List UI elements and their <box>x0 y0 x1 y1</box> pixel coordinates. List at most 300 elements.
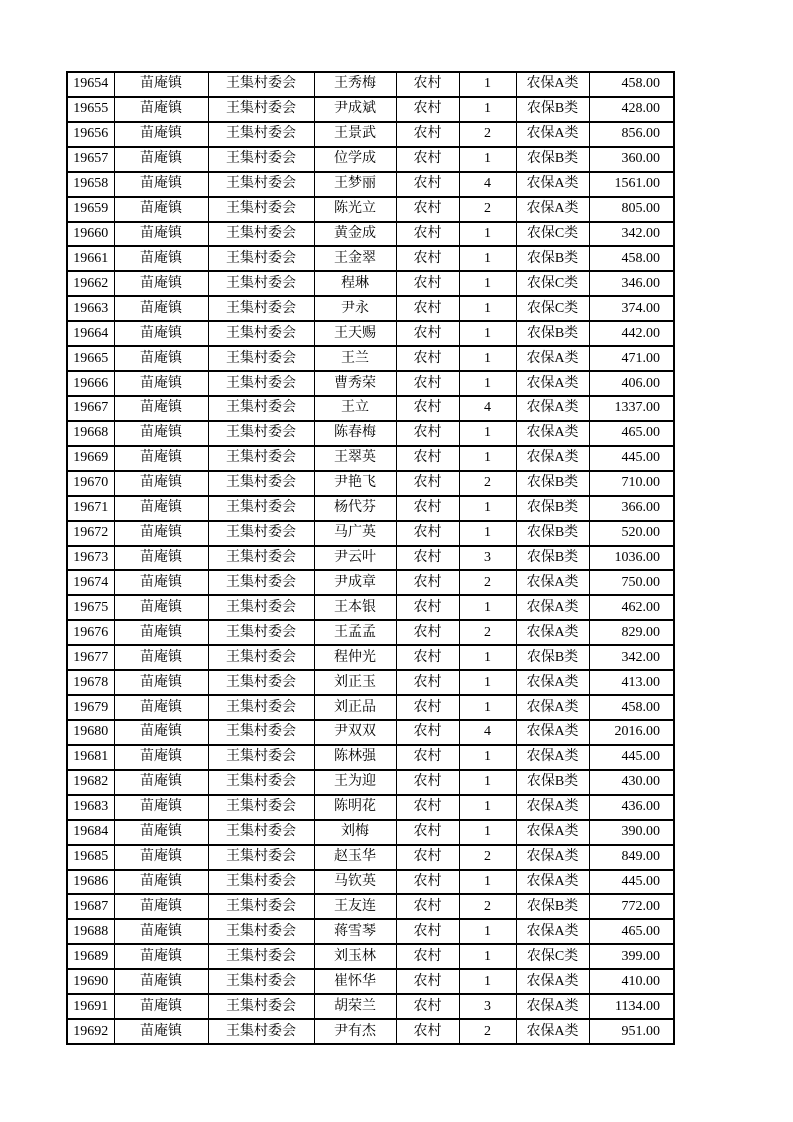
table-row <box>67 919 674 944</box>
cell-serial-number: 19681 <box>67 745 114 770</box>
cell-town: 苗庵镇 <box>114 296 208 321</box>
cell-village-committee: 王集村委会 <box>208 421 314 446</box>
cell-town: 苗庵镇 <box>114 446 208 471</box>
cell-residence-type: 农村 <box>396 246 459 271</box>
cell-amount: 445.00 <box>589 870 674 895</box>
cell-person-name: 尹有杰 <box>314 1019 396 1044</box>
cell-person-name: 刘玉林 <box>314 944 396 969</box>
cell-person-count: 1 <box>459 346 516 371</box>
cell-amount: 772.00 <box>589 894 674 919</box>
cell-insurance-category: 农保B类 <box>516 246 589 271</box>
cell-village-committee: 王集村委会 <box>208 546 314 571</box>
cell-person-count: 1 <box>459 870 516 895</box>
cell-person-name: 王本银 <box>314 595 396 620</box>
cell-serial-number: 19654 <box>67 72 114 97</box>
cell-person-count: 1 <box>459 745 516 770</box>
cell-serial-number: 19669 <box>67 446 114 471</box>
table-row <box>67 446 674 471</box>
cell-person-name: 崔怀华 <box>314 969 396 994</box>
cell-amount: 951.00 <box>589 1019 674 1044</box>
cell-residence-type: 农村 <box>396 795 459 820</box>
cell-insurance-category: 农保B类 <box>516 496 589 521</box>
cell-insurance-category: 农保B类 <box>516 521 589 546</box>
cell-residence-type: 农村 <box>396 994 459 1019</box>
cell-residence-type: 农村 <box>396 894 459 919</box>
cell-residence-type: 农村 <box>396 546 459 571</box>
cell-residence-type: 农村 <box>396 969 459 994</box>
table-row <box>67 471 674 496</box>
cell-residence-type: 农村 <box>396 745 459 770</box>
table-body <box>67 72 674 1044</box>
cell-insurance-category: 农保A类 <box>516 122 589 147</box>
cell-insurance-category: 农保A类 <box>516 446 589 471</box>
cell-person-name: 尹永 <box>314 296 396 321</box>
cell-person-count: 1 <box>459 296 516 321</box>
cell-amount: 458.00 <box>589 72 674 97</box>
cell-person-name: 刘梅 <box>314 820 396 845</box>
cell-person-name: 尹成章 <box>314 570 396 595</box>
table-row <box>67 969 674 994</box>
cell-village-committee: 王集村委会 <box>208 820 314 845</box>
cell-serial-number: 19655 <box>67 97 114 122</box>
cell-serial-number: 19670 <box>67 471 114 496</box>
cell-amount: 2016.00 <box>589 720 674 745</box>
cell-town: 苗庵镇 <box>114 147 208 172</box>
cell-town: 苗庵镇 <box>114 122 208 147</box>
cell-residence-type: 农村 <box>396 396 459 421</box>
table-row <box>67 620 674 645</box>
cell-town: 苗庵镇 <box>114 670 208 695</box>
cell-insurance-category: 农保B类 <box>516 321 589 346</box>
cell-insurance-category: 农保A类 <box>516 845 589 870</box>
cell-insurance-category: 农保C类 <box>516 271 589 296</box>
cell-person-count: 1 <box>459 496 516 521</box>
cell-person-name: 蒋雪琴 <box>314 919 396 944</box>
cell-village-committee: 王集村委会 <box>208 246 314 271</box>
cell-serial-number: 19665 <box>67 346 114 371</box>
cell-person-name: 陈光立 <box>314 197 396 222</box>
cell-person-count: 1 <box>459 271 516 296</box>
cell-person-count: 1 <box>459 371 516 396</box>
cell-serial-number: 19656 <box>67 122 114 147</box>
cell-person-count: 2 <box>459 197 516 222</box>
cell-person-name: 王梦丽 <box>314 172 396 197</box>
cell-person-count: 1 <box>459 246 516 271</box>
cell-village-committee: 王集村委会 <box>208 894 314 919</box>
cell-amount: 856.00 <box>589 122 674 147</box>
cell-person-name: 位学成 <box>314 147 396 172</box>
cell-amount: 346.00 <box>589 271 674 296</box>
cell-serial-number: 19679 <box>67 695 114 720</box>
cell-town: 苗庵镇 <box>114 944 208 969</box>
table-row <box>67 670 674 695</box>
cell-serial-number: 19683 <box>67 795 114 820</box>
cell-insurance-category: 农保A类 <box>516 346 589 371</box>
cell-amount: 399.00 <box>589 944 674 969</box>
cell-person-count: 4 <box>459 172 516 197</box>
cell-village-committee: 王集村委会 <box>208 321 314 346</box>
table-row <box>67 745 674 770</box>
cell-town: 苗庵镇 <box>114 695 208 720</box>
cell-town: 苗庵镇 <box>114 745 208 770</box>
cell-town: 苗庵镇 <box>114 795 208 820</box>
cell-residence-type: 农村 <box>396 122 459 147</box>
cell-village-committee: 王集村委会 <box>208 670 314 695</box>
cell-town: 苗庵镇 <box>114 894 208 919</box>
cell-insurance-category: 农保B类 <box>516 147 589 172</box>
cell-person-name: 程仲光 <box>314 645 396 670</box>
cell-residence-type: 农村 <box>396 271 459 296</box>
cell-person-count: 1 <box>459 321 516 346</box>
cell-residence-type: 农村 <box>396 944 459 969</box>
cell-village-committee: 王集村委会 <box>208 770 314 795</box>
table-row <box>67 894 674 919</box>
cell-amount: 342.00 <box>589 645 674 670</box>
cell-serial-number: 19667 <box>67 396 114 421</box>
cell-person-name: 王友连 <box>314 894 396 919</box>
cell-person-count: 3 <box>459 546 516 571</box>
cell-village-committee: 王集村委会 <box>208 745 314 770</box>
cell-residence-type: 农村 <box>396 845 459 870</box>
cell-insurance-category: 农保A类 <box>516 1019 589 1044</box>
cell-insurance-category: 农保A类 <box>516 720 589 745</box>
cell-serial-number: 19687 <box>67 894 114 919</box>
cell-town: 苗庵镇 <box>114 820 208 845</box>
table-row <box>67 296 674 321</box>
table-row <box>67 421 674 446</box>
cell-residence-type: 农村 <box>396 172 459 197</box>
table-row <box>67 845 674 870</box>
table-row <box>67 172 674 197</box>
cell-serial-number: 19692 <box>67 1019 114 1044</box>
cell-insurance-category: 农保A类 <box>516 820 589 845</box>
cell-serial-number: 19673 <box>67 546 114 571</box>
cell-town: 苗庵镇 <box>114 1019 208 1044</box>
cell-serial-number: 19690 <box>67 969 114 994</box>
cell-amount: 406.00 <box>589 371 674 396</box>
cell-person-name: 赵玉华 <box>314 845 396 870</box>
cell-residence-type: 农村 <box>396 147 459 172</box>
cell-amount: 436.00 <box>589 795 674 820</box>
cell-residence-type: 农村 <box>396 770 459 795</box>
table-row <box>67 197 674 222</box>
cell-town: 苗庵镇 <box>114 346 208 371</box>
table-row <box>67 546 674 571</box>
cell-amount: 829.00 <box>589 620 674 645</box>
cell-town: 苗庵镇 <box>114 645 208 670</box>
cell-amount: 520.00 <box>589 521 674 546</box>
cell-residence-type: 农村 <box>396 919 459 944</box>
cell-town: 苗庵镇 <box>114 72 208 97</box>
cell-village-committee: 王集村委会 <box>208 471 314 496</box>
cell-residence-type: 农村 <box>396 346 459 371</box>
cell-insurance-category: 农保A类 <box>516 595 589 620</box>
cell-residence-type: 农村 <box>396 720 459 745</box>
cell-village-committee: 王集村委会 <box>208 595 314 620</box>
cell-person-count: 3 <box>459 994 516 1019</box>
cell-village-committee: 王集村委会 <box>208 172 314 197</box>
cell-residence-type: 农村 <box>396 820 459 845</box>
cell-insurance-category: 农保A类 <box>516 371 589 396</box>
cell-serial-number: 19661 <box>67 246 114 271</box>
cell-village-committee: 王集村委会 <box>208 97 314 122</box>
table-row <box>67 720 674 745</box>
cell-amount: 1134.00 <box>589 994 674 1019</box>
cell-person-name: 王立 <box>314 396 396 421</box>
cell-amount: 465.00 <box>589 919 674 944</box>
cell-town: 苗庵镇 <box>114 97 208 122</box>
cell-amount: 849.00 <box>589 845 674 870</box>
cell-town: 苗庵镇 <box>114 271 208 296</box>
table-row <box>67 346 674 371</box>
cell-person-name: 尹成斌 <box>314 97 396 122</box>
cell-person-count: 1 <box>459 446 516 471</box>
cell-person-count: 1 <box>459 695 516 720</box>
cell-person-count: 4 <box>459 720 516 745</box>
cell-person-name: 王孟孟 <box>314 620 396 645</box>
cell-person-name: 马广英 <box>314 521 396 546</box>
cell-village-committee: 王集村委会 <box>208 919 314 944</box>
cell-person-name: 刘正品 <box>314 695 396 720</box>
cell-serial-number: 19685 <box>67 845 114 870</box>
cell-amount: 710.00 <box>589 471 674 496</box>
cell-village-committee: 王集村委会 <box>208 870 314 895</box>
table-row <box>67 695 674 720</box>
cell-town: 苗庵镇 <box>114 396 208 421</box>
cell-person-count: 2 <box>459 471 516 496</box>
cell-person-count: 2 <box>459 1019 516 1044</box>
cell-residence-type: 农村 <box>396 471 459 496</box>
cell-village-committee: 王集村委会 <box>208 396 314 421</box>
cell-amount: 1561.00 <box>589 172 674 197</box>
cell-person-name: 陈林强 <box>314 745 396 770</box>
cell-serial-number: 19689 <box>67 944 114 969</box>
cell-town: 苗庵镇 <box>114 496 208 521</box>
cell-village-committee: 王集村委会 <box>208 695 314 720</box>
cell-person-count: 1 <box>459 222 516 247</box>
cell-serial-number: 19674 <box>67 570 114 595</box>
cell-insurance-category: 农保B类 <box>516 770 589 795</box>
cell-person-name: 尹艳飞 <box>314 471 396 496</box>
cell-village-committee: 王集村委会 <box>208 845 314 870</box>
table-row <box>67 521 674 546</box>
cell-serial-number: 19666 <box>67 371 114 396</box>
cell-village-committee: 王集村委会 <box>208 371 314 396</box>
cell-town: 苗庵镇 <box>114 845 208 870</box>
table-row <box>67 122 674 147</box>
table-row <box>67 396 674 421</box>
cell-person-name: 黄金成 <box>314 222 396 247</box>
cell-village-committee: 王集村委会 <box>208 296 314 321</box>
cell-person-count: 1 <box>459 147 516 172</box>
cell-amount: 442.00 <box>589 321 674 346</box>
cell-town: 苗庵镇 <box>114 172 208 197</box>
cell-amount: 360.00 <box>589 147 674 172</box>
cell-person-name: 王景武 <box>314 122 396 147</box>
cell-amount: 413.00 <box>589 670 674 695</box>
cell-village-committee: 王集村委会 <box>208 1019 314 1044</box>
cell-person-name: 尹双双 <box>314 720 396 745</box>
cell-amount: 458.00 <box>589 246 674 271</box>
table-row <box>67 271 674 296</box>
cell-insurance-category: 农保C类 <box>516 296 589 321</box>
cell-town: 苗庵镇 <box>114 246 208 271</box>
table-row <box>67 595 674 620</box>
cell-person-name: 陈明花 <box>314 795 396 820</box>
cell-person-count: 1 <box>459 795 516 820</box>
cell-person-name: 尹云叶 <box>314 546 396 571</box>
cell-serial-number: 19678 <box>67 670 114 695</box>
cell-insurance-category: 农保A类 <box>516 620 589 645</box>
cell-amount: 374.00 <box>589 296 674 321</box>
cell-amount: 410.00 <box>589 969 674 994</box>
cell-insurance-category: 农保A类 <box>516 570 589 595</box>
cell-person-count: 4 <box>459 396 516 421</box>
cell-serial-number: 19660 <box>67 222 114 247</box>
cell-town: 苗庵镇 <box>114 620 208 645</box>
cell-residence-type: 农村 <box>396 446 459 471</box>
table-row <box>67 246 674 271</box>
cell-serial-number: 19686 <box>67 870 114 895</box>
cell-amount: 428.00 <box>589 97 674 122</box>
cell-town: 苗庵镇 <box>114 770 208 795</box>
cell-person-name: 曹秀荣 <box>314 371 396 396</box>
cell-person-name: 王天赐 <box>314 321 396 346</box>
cell-amount: 430.00 <box>589 770 674 795</box>
cell-village-committee: 王集村委会 <box>208 271 314 296</box>
cell-person-name: 王兰 <box>314 346 396 371</box>
cell-serial-number: 19668 <box>67 421 114 446</box>
cell-person-name: 胡荣兰 <box>314 994 396 1019</box>
cell-person-name: 刘正玉 <box>314 670 396 695</box>
cell-insurance-category: 农保B类 <box>516 894 589 919</box>
cell-serial-number: 19688 <box>67 919 114 944</box>
cell-residence-type: 农村 <box>396 570 459 595</box>
cell-village-committee: 王集村委会 <box>208 645 314 670</box>
table-row <box>67 944 674 969</box>
cell-residence-type: 农村 <box>396 421 459 446</box>
cell-residence-type: 农村 <box>396 521 459 546</box>
cell-town: 苗庵镇 <box>114 371 208 396</box>
cell-insurance-category: 农保A类 <box>516 870 589 895</box>
cell-amount: 445.00 <box>589 745 674 770</box>
cell-person-count: 1 <box>459 670 516 695</box>
cell-village-committee: 王集村委会 <box>208 944 314 969</box>
cell-person-count: 1 <box>459 969 516 994</box>
cell-village-committee: 王集村委会 <box>208 197 314 222</box>
cell-town: 苗庵镇 <box>114 471 208 496</box>
cell-insurance-category: 农保C类 <box>516 222 589 247</box>
cell-serial-number: 19677 <box>67 645 114 670</box>
cell-town: 苗庵镇 <box>114 321 208 346</box>
cell-residence-type: 农村 <box>396 222 459 247</box>
table-row <box>67 820 674 845</box>
cell-insurance-category: 农保A类 <box>516 745 589 770</box>
cell-person-name: 程琳 <box>314 271 396 296</box>
cell-residence-type: 农村 <box>396 97 459 122</box>
cell-residence-type: 农村 <box>396 296 459 321</box>
cell-village-committee: 王集村委会 <box>208 994 314 1019</box>
cell-serial-number: 19684 <box>67 820 114 845</box>
table-row <box>67 570 674 595</box>
cell-residence-type: 农村 <box>396 870 459 895</box>
cell-insurance-category: 农保A类 <box>516 695 589 720</box>
table-row <box>67 222 674 247</box>
cell-town: 苗庵镇 <box>114 222 208 247</box>
cell-village-committee: 王集村委会 <box>208 346 314 371</box>
cell-person-name: 陈春梅 <box>314 421 396 446</box>
table-row <box>67 795 674 820</box>
cell-residence-type: 农村 <box>396 1019 459 1044</box>
cell-serial-number: 19676 <box>67 620 114 645</box>
cell-town: 苗庵镇 <box>114 546 208 571</box>
cell-amount: 805.00 <box>589 197 674 222</box>
cell-village-committee: 王集村委会 <box>208 795 314 820</box>
cell-amount: 471.00 <box>589 346 674 371</box>
cell-amount: 342.00 <box>589 222 674 247</box>
cell-amount: 1337.00 <box>589 396 674 421</box>
cell-serial-number: 19663 <box>67 296 114 321</box>
cell-serial-number: 19659 <box>67 197 114 222</box>
cell-residence-type: 农村 <box>396 197 459 222</box>
cell-amount: 465.00 <box>589 421 674 446</box>
cell-town: 苗庵镇 <box>114 197 208 222</box>
cell-amount: 366.00 <box>589 496 674 521</box>
table-row <box>67 72 674 97</box>
cell-serial-number: 19672 <box>67 521 114 546</box>
cell-person-count: 1 <box>459 645 516 670</box>
cell-person-count: 1 <box>459 919 516 944</box>
cell-insurance-category: 农保A类 <box>516 795 589 820</box>
cell-amount: 462.00 <box>589 595 674 620</box>
table-row <box>67 994 674 1019</box>
table-row <box>67 870 674 895</box>
cell-residence-type: 农村 <box>396 695 459 720</box>
cell-residence-type: 农村 <box>396 496 459 521</box>
cell-insurance-category: 农保A类 <box>516 969 589 994</box>
cell-village-committee: 王集村委会 <box>208 570 314 595</box>
cell-person-count: 2 <box>459 122 516 147</box>
cell-person-name: 王秀梅 <box>314 72 396 97</box>
cell-residence-type: 农村 <box>396 670 459 695</box>
cell-insurance-category: 农保B类 <box>516 645 589 670</box>
cell-residence-type: 农村 <box>396 595 459 620</box>
table-row <box>67 645 674 670</box>
cell-person-count: 2 <box>459 620 516 645</box>
cell-insurance-category: 农保A类 <box>516 396 589 421</box>
cell-serial-number: 19657 <box>67 147 114 172</box>
cell-person-count: 2 <box>459 894 516 919</box>
cell-person-count: 1 <box>459 97 516 122</box>
cell-serial-number: 19658 <box>67 172 114 197</box>
cell-insurance-category: 农保A类 <box>516 421 589 446</box>
cell-village-committee: 王集村委会 <box>208 720 314 745</box>
cell-village-committee: 王集村委会 <box>208 122 314 147</box>
cell-serial-number: 19662 <box>67 271 114 296</box>
cell-village-committee: 王集村委会 <box>208 72 314 97</box>
cell-person-name: 王为迎 <box>314 770 396 795</box>
cell-person-count: 1 <box>459 521 516 546</box>
cell-residence-type: 农村 <box>396 645 459 670</box>
cell-town: 苗庵镇 <box>114 595 208 620</box>
cell-amount: 458.00 <box>589 695 674 720</box>
cell-town: 苗庵镇 <box>114 969 208 994</box>
benefit-roster-table <box>66 71 675 1045</box>
table-row <box>67 371 674 396</box>
cell-amount: 1036.00 <box>589 546 674 571</box>
cell-town: 苗庵镇 <box>114 720 208 745</box>
cell-person-count: 1 <box>459 595 516 620</box>
